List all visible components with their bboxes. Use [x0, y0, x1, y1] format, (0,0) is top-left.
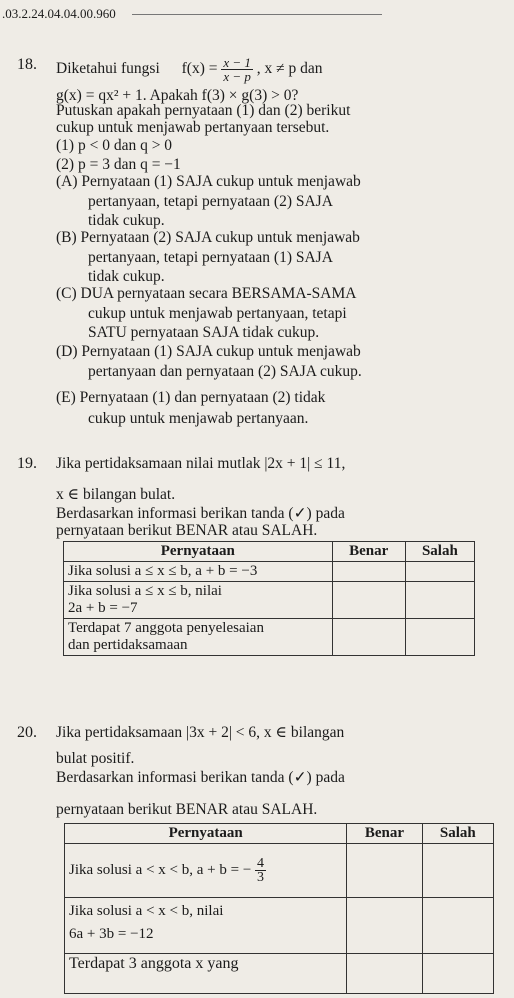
q20-row1-fraction	[255, 857, 266, 884]
q20-line1: Jika pertidaksamaan |3x + 2| < 6, x ∈ bilangan	[56, 724, 345, 741]
q18-option-c-3: SATU pernyataan SAJA tidak cukup.	[88, 324, 320, 341]
q19-row3-line1: Terdapat 7 anggota penyelesaian	[68, 620, 264, 636]
table-row	[65, 844, 494, 898]
table-row	[64, 619, 475, 656]
q18-option-c-2: cukup untuk menjawab pertanyaan, tetapi	[88, 305, 347, 322]
q18-f-cond: , x ≠ p dan	[256, 60, 323, 78]
q20-row3-true-cell[interactable]	[347, 954, 422, 994]
q20-row1-statement	[65, 844, 347, 898]
q18-line1	[56, 56, 323, 83]
q18-statement2: (2) p = 3 dan q = −1	[56, 156, 181, 173]
q18-f-def: f(x) =	[181, 60, 218, 78]
q18-option-a-1: (A) Pernyataan (1) SAJA cukup untuk menjawab	[56, 173, 361, 190]
q20-row2-line2: 6a + 3b = −12	[69, 926, 154, 942]
q19-header-true: Benar	[332, 542, 405, 562]
q20-row2-line1: Jika solusi a < x < b, nilai	[69, 903, 224, 919]
q18-option-b-3: tidak cukup.	[88, 268, 165, 285]
q18-line2: g(x) = qx² + 1. Apakah f(3) × g(3) > 0?	[56, 87, 299, 104]
q18-option-b-1: (B) Pernyataan (2) SAJA cukup untuk menjawab	[56, 229, 360, 246]
q18-option-c-1: (C) DUA pernyataan secara BERSAMA-SAMA	[56, 285, 357, 302]
q19-line1: Jika pertidaksamaan nilai mutlak |2x + 1| ≤ 11,	[56, 455, 346, 472]
q18-line4: cukup untuk menjawab pertanyaan tersebut.	[56, 119, 330, 136]
q19-row1-statement: Jika solusi a ≤ x ≤ b, a + b = −3	[64, 562, 333, 582]
q18-frac-den: x − p	[223, 69, 251, 84]
q19-line4: pernyataan berikut BENAR atau SALAH.	[56, 522, 318, 539]
q19-row1-false-cell[interactable]	[405, 562, 474, 582]
q18-fraction	[221, 56, 253, 83]
q19-row3-true-cell[interactable]	[332, 619, 405, 656]
q18-option-d-1: (D) Pernyataan (1) SAJA cukup untuk menjawab	[56, 343, 361, 360]
q20-header-statement: Pernyataan	[65, 824, 347, 844]
table-row	[64, 582, 475, 619]
q18-frac-num: x − 1	[223, 55, 251, 70]
q18-option-a-2: pertanyaan, tetapi pernyataan (2) SAJA	[88, 193, 333, 210]
q20-row3-line1: Terdapat 3 anggota x yang	[69, 955, 239, 972]
q18-option-b-2: pertanyaan, tetapi pernyataan (1) SAJA	[88, 249, 333, 266]
q19-row2-false-cell[interactable]	[405, 582, 474, 619]
q19-number: 19.	[17, 455, 37, 472]
q20-row1-frac-den: 3	[257, 870, 265, 885]
q19-row3-line2: dan pertidaksamaan	[68, 637, 188, 653]
q20-row3-statement	[65, 954, 347, 994]
q18-option-e-2: cukup untuk menjawab pertanyaan.	[88, 410, 309, 427]
q19-row3-false-cell[interactable]	[405, 619, 474, 656]
q19-table	[63, 541, 475, 656]
q20-header-true: Benar	[347, 824, 422, 844]
q19-row2-statement	[64, 582, 333, 619]
q20-row2-true-cell[interactable]	[347, 898, 422, 954]
q18-intro: Diketahui fungsi	[56, 60, 160, 78]
q19-header-statement: Pernyataan	[64, 542, 333, 562]
q20-number: 20.	[17, 724, 37, 741]
q18-number: 18.	[17, 56, 37, 73]
q20-line4: pernyataan berikut BENAR atau SALAH.	[56, 801, 318, 818]
q20-header-false: Salah	[422, 824, 493, 844]
q20-row2-statement	[65, 898, 347, 954]
q18-option-a-3: tidak cukup.	[88, 212, 165, 229]
document-code: .03.2.24.04.04.00.960	[2, 6, 116, 21]
q20-line3: Berdasarkan informasi berikan tanda (✓) pada	[56, 769, 345, 786]
q19-row2-line1: Jika solusi a ≤ x ≤ b, nilai	[68, 583, 222, 599]
q19-row3-statement	[64, 619, 333, 656]
q18-statement1: (1) p < 0 dan q > 0	[56, 137, 173, 154]
q20-row2-false-cell[interactable]	[422, 898, 493, 954]
q20-row3-false-cell[interactable]	[422, 954, 493, 994]
header-rule	[132, 14, 382, 15]
q18-option-e-1: (E) Pernyataan (1) dan pernyataan (2) tidak	[56, 389, 326, 406]
q18-option-d-2: pertanyaan dan pernyataan (2) SAJA cukup.	[88, 363, 362, 380]
q20-row1-text: Jika solusi a < x < b, a + b = −	[69, 861, 252, 878]
q18-line3: Putuskan apakah pernyataan (1) dan (2) berikut	[56, 102, 351, 119]
q19-row2-true-cell[interactable]	[332, 582, 405, 619]
q19-line3: Berdasarkan informasi berikan tanda (✓) pada	[56, 505, 345, 522]
q20-line2: bulat positif.	[56, 750, 135, 767]
q20-row1-true-cell[interactable]	[347, 844, 422, 898]
q19-row1-true-cell[interactable]	[332, 562, 405, 582]
q20-row1-false-cell[interactable]	[422, 844, 493, 898]
q19-row2-line2: 2a + b = −7	[68, 600, 138, 616]
table-row	[64, 562, 475, 582]
q20-row1-frac-num: 4	[257, 856, 265, 871]
table-row	[65, 898, 494, 954]
table-row	[65, 954, 494, 994]
q20-table	[64, 823, 494, 994]
q19-line2: x ∈ bilangan bulat.	[56, 486, 176, 503]
q19-header-false: Salah	[405, 542, 474, 562]
